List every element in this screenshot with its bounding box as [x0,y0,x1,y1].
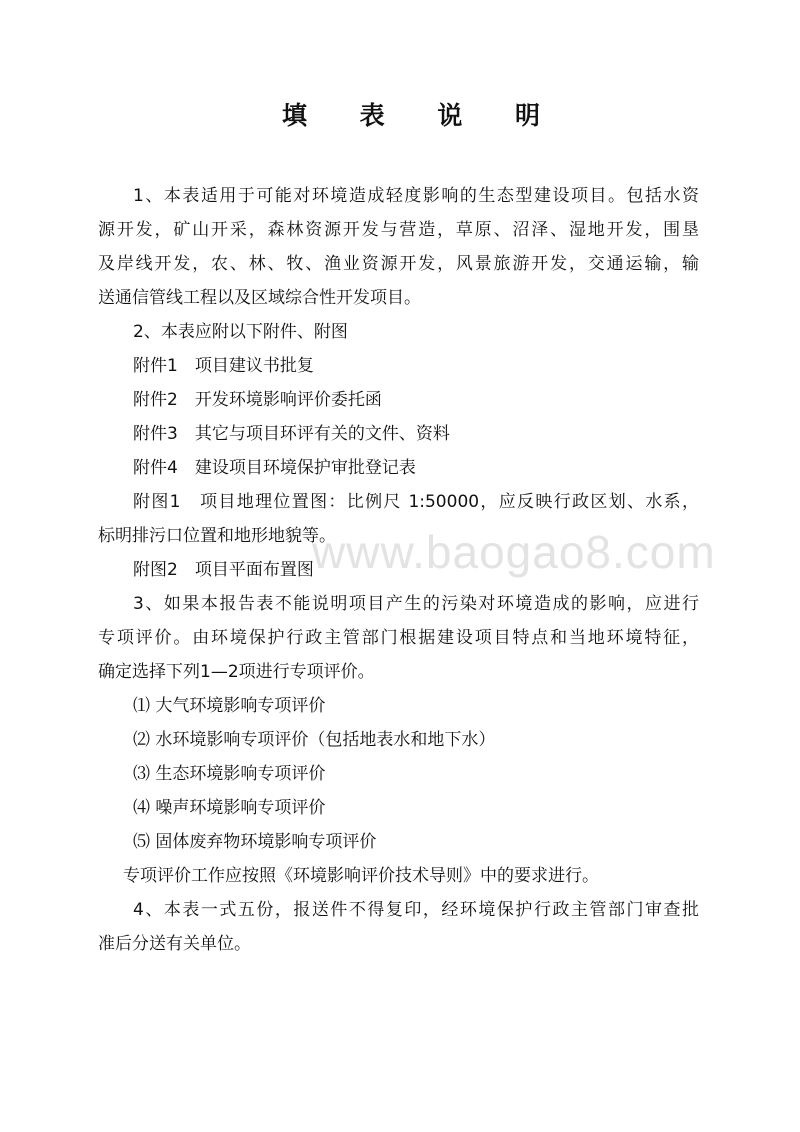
paragraph-3-line-3: 确定选择下列1—2项进行专项评价。 [98,662,375,682]
paragraph-1-line-4: 送通信管线工程以及区域综合性开发项目。 [98,288,421,308]
attachment-1: 附件1 项目建议书批复 [133,356,314,376]
paragraph-3-line-1: 3、如果本报告表不能说明项目产生的污染对环境造成的影响，应进行 [133,594,699,614]
attachment-4: 附件4 建设项目环境保护审批登记表 [133,458,416,478]
attachment-3: 附件3 其它与项目环评有关的文件、资料 [133,424,450,444]
paragraph-1-line-1: 1、本表适用于可能对环境造成轻度影响的生态型建设项目。包括水资 [133,186,699,206]
paragraph-4-line-2: 准后分送有关单位。 [98,934,251,954]
figure-1-line-2: 标明排污口位置和地形地貌等。 [98,526,336,546]
paragraph-1-line-2: 源开发，矿山开采，森林资源开发与营造，草原、沼泽、湿地开发，围垦 [98,220,699,240]
special-assessment-3: ⑶ 生态环境影响专项评价 [133,764,326,784]
figure-1-line-1: 附图1 项目地理位置图：比例尺 1:50000，应反映行政区划、水系， [133,492,699,512]
watermark: www.baogao8.com [312,526,716,578]
paragraph-4-line-1: 4、本表一式五份，报送件不得复印，经环境保护行政主管部门审查批 [133,900,699,920]
paragraph-3-line-2: 专项评价。由环境保护行政主管部门根据建设项目特点和当地环境特征， [98,628,699,648]
paragraph-2-heading: 2、本表应附以下附件、附图 [133,322,348,342]
page-title: 填 表 说 明 [281,101,563,130]
special-assessment-note: 专项评价工作应按照《环境影响评价技术导则》中的要求进行。 [123,866,599,886]
special-assessment-5: ⑸ 固体废弃物环境影响专项评价 [133,832,377,852]
figure-2: 附图2 项目平面布置图 [133,560,314,580]
special-assessment-1: ⑴ 大气环境影响专项评价 [133,696,326,716]
attachment-2: 附件2 开发环境影响评价委托函 [133,390,382,410]
special-assessment-4: ⑷ 噪声环境影响专项评价 [133,798,326,818]
special-assessment-2: ⑵ 水环境影响专项评价（包括地表水和地下水） [133,730,496,750]
paragraph-1-line-3: 及岸线开发，农、林、牧、渔业资源开发，风景旅游开发，交通运输，输 [98,254,699,274]
